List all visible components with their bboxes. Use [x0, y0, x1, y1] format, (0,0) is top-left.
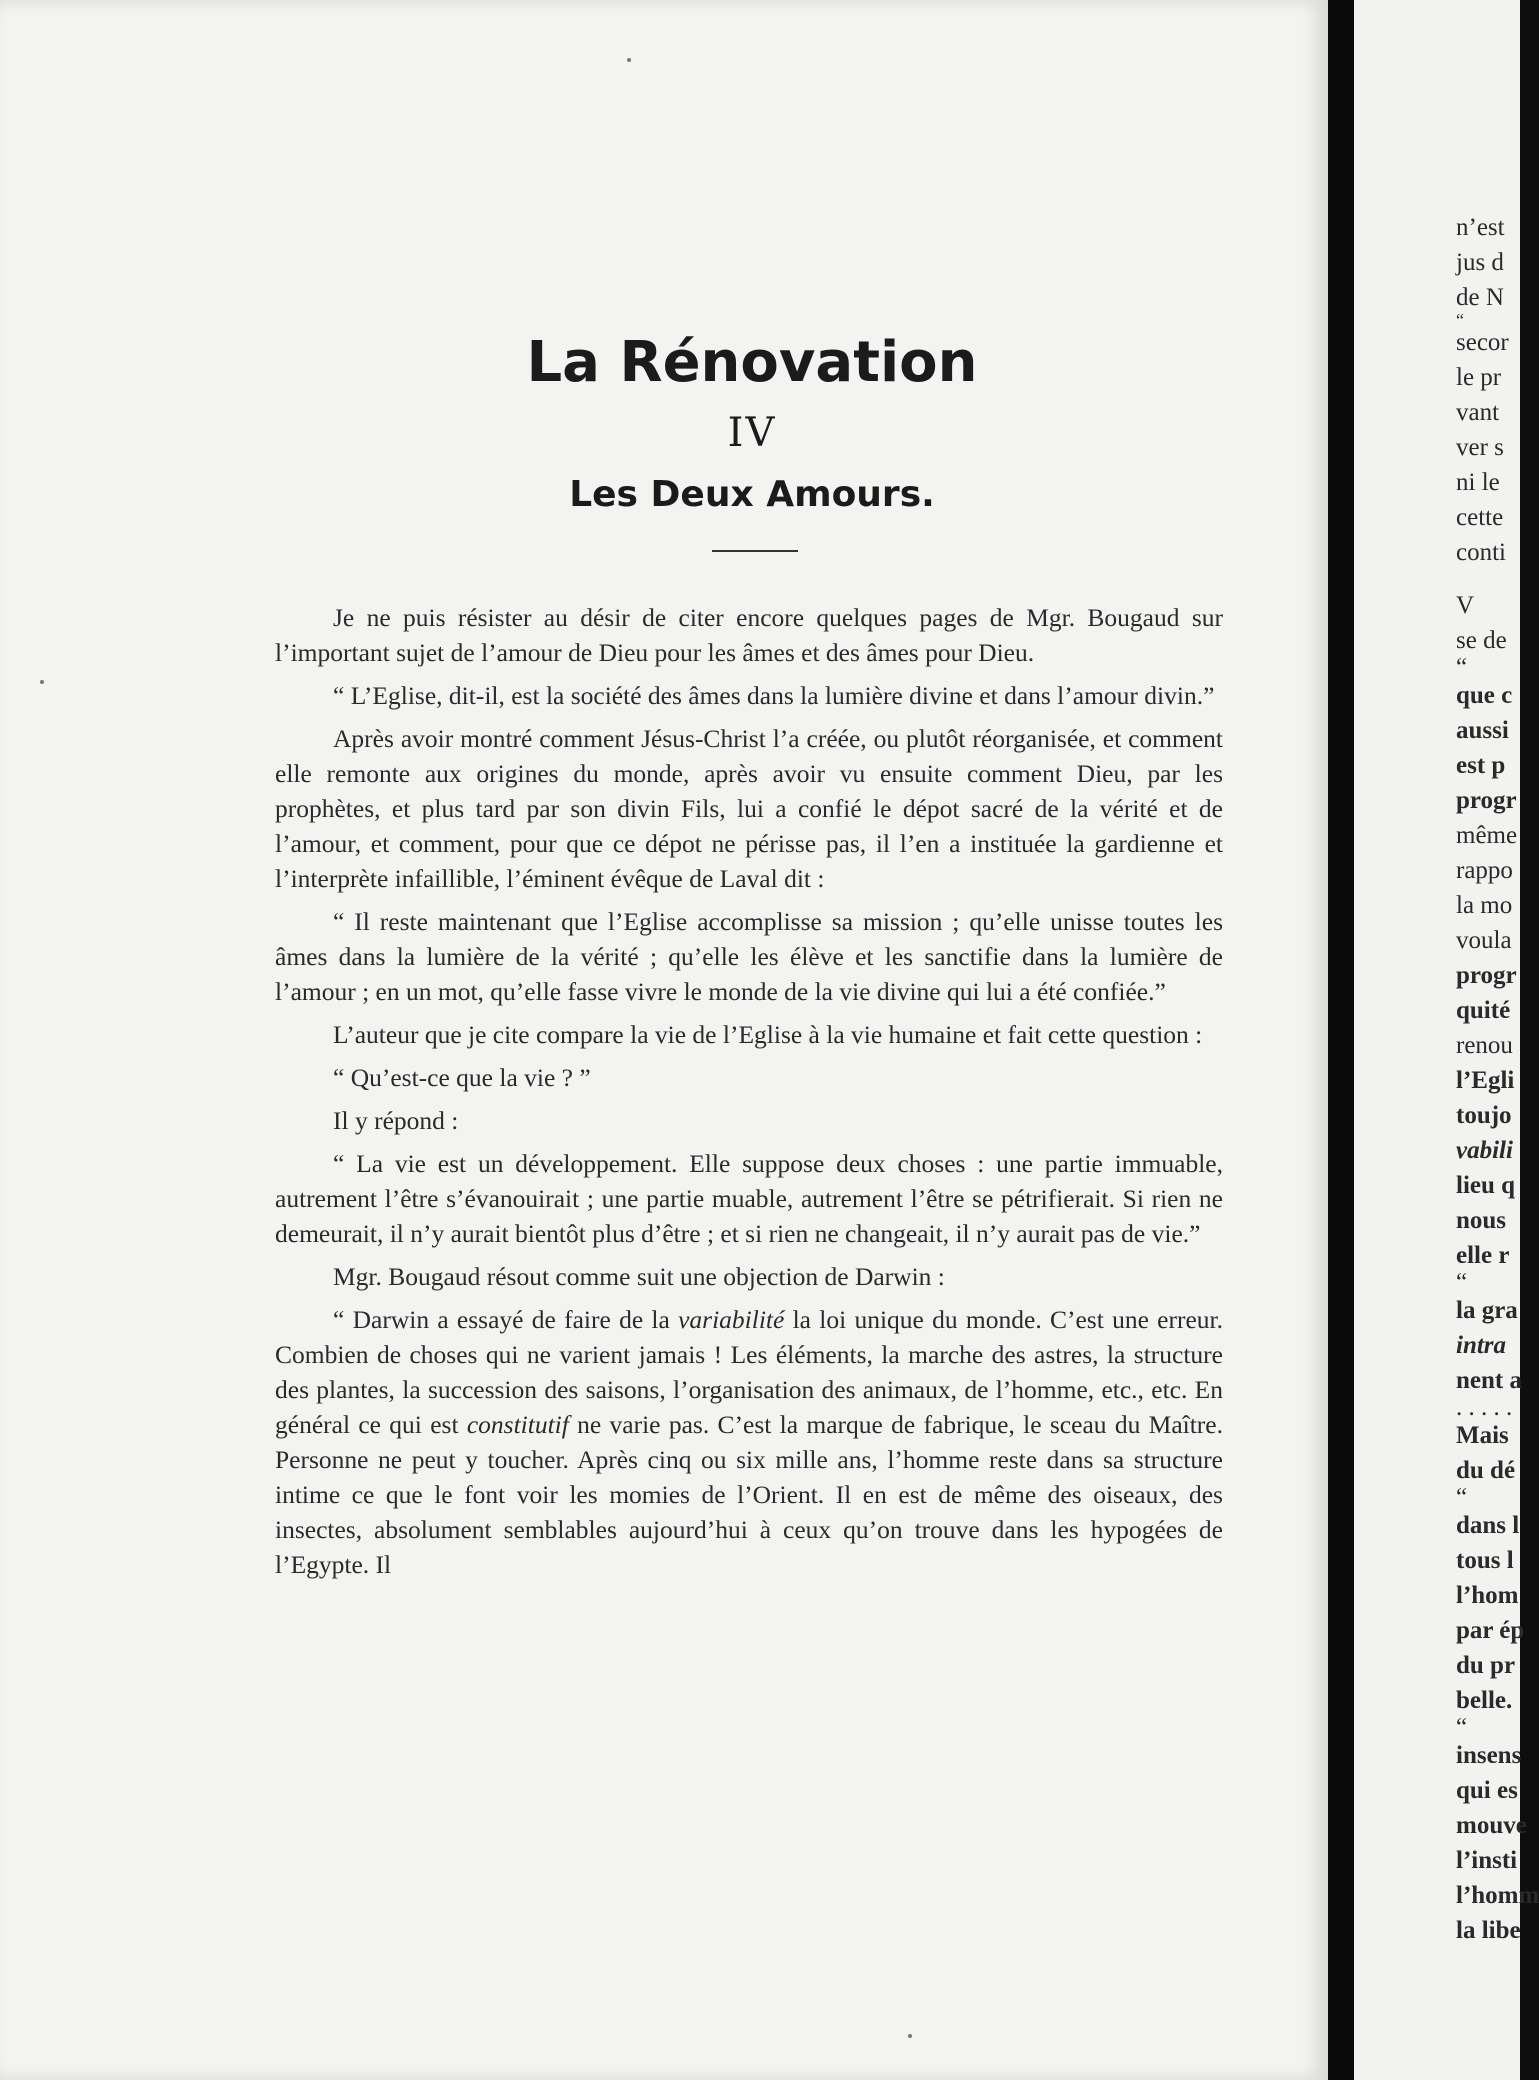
- right-line: la gra: [1456, 1297, 1518, 1324]
- right-line: vabili: [1456, 1137, 1513, 1164]
- right-line: l’homm: [1456, 1882, 1539, 1909]
- paper-speck: [40, 680, 44, 684]
- darwin-text-2: la loi unique du monde. C’est une erreur. Combien de choses qui ne varient jamais ! Les éléments, la marche des astres, la structure des plantes, la succession des saisons, l’organisation des animaux, de l’homme, etc., etc. En général ce qui est: [275, 1305, 1223, 1439]
- right-line: vant: [1456, 399, 1500, 426]
- right-line: “: [1456, 310, 1464, 330]
- right-line: conti: [1456, 539, 1506, 566]
- right-line: intra: [1456, 1332, 1507, 1359]
- paragraph-intro: Je ne puis résister au désir de citer encore quelques pages de Mgr. Bougaud sur l’important sujet de l’amour de Dieu pour les âmes et des âmes pour Dieu.: [275, 603, 1223, 667]
- darwin-text-3: ne varie pas. C’est la marque de fabrique, le sceau du Maître. Personne ne peut y toucher. Après cinq ou six mille ans, l’homme reste dans sa structure intime ce que le font voir les momies de l’Orient. Il en est de même des oiseaux, des insectes, absolument semblables aujourd’hui à ceux qu’on trouve dans les hypogées de l’Egypte. Il: [275, 1410, 1223, 1579]
- right-line: est p: [1456, 752, 1506, 779]
- right-line: progr: [1456, 787, 1517, 814]
- right-line: l’hom: [1456, 1582, 1519, 1609]
- right-page-text: [1456, 210, 1539, 1948]
- right-line: . . . . .: [1456, 1394, 1513, 1421]
- right-line: n’est: [1456, 214, 1505, 241]
- right-line: dans l: [1456, 1512, 1520, 1539]
- right-line: quité: [1456, 997, 1511, 1024]
- right-line: tous l: [1456, 1547, 1514, 1574]
- right-line: nous: [1456, 1207, 1507, 1234]
- right-line: jus d: [1456, 249, 1504, 276]
- paragraph-answer-intro: Il y répond :: [333, 1106, 459, 1135]
- paragraph-quote-eglise: “ L’Eglise, dit-il, est la société des âmes dans la lumière divine et dans l’amour divin.”: [333, 681, 1215, 710]
- darwin-italic-variabilite: variabilité: [678, 1305, 785, 1334]
- right-line: même: [1456, 822, 1518, 849]
- right-line: cette: [1456, 504, 1504, 531]
- right-line: du pr: [1456, 1652, 1516, 1679]
- paragraph-quote-mission: “ Il reste maintenant que l’Eglise accomplisse sa mission ; qu’elle unisse toutes les âmes dans la lumière de la vérité ; qu’elle les élève et les sanctifie dans la lumière de l’amour ; en un mot, qu’elle fasse vivre le monde de la vie divine qui lui a été confiée.”: [275, 907, 1223, 1006]
- right-line: se de: [1456, 627, 1507, 654]
- right-line: la mo: [1456, 892, 1513, 919]
- right-line: “: [1456, 1714, 1468, 1741]
- right-line: V: [1456, 592, 1475, 619]
- right-line: qui es: [1456, 1777, 1518, 1804]
- right-line: Mais: [1456, 1422, 1509, 1449]
- right-line: ni le: [1456, 469, 1500, 496]
- right-line: nent a: [1456, 1367, 1522, 1394]
- darwin-text-1: “ Darwin a essayé de faire de la: [333, 1305, 679, 1334]
- paper-speck: [627, 58, 631, 62]
- right-line: du dé: [1456, 1457, 1516, 1484]
- darwin-italic-constitutif: constitutif: [466, 1410, 569, 1439]
- right-line: “: [1456, 1484, 1468, 1511]
- right-line: aussi: [1456, 717, 1509, 744]
- right-line: l’Egli: [1456, 1067, 1515, 1094]
- right-line: par ép: [1456, 1617, 1525, 1644]
- right-line: secor: [1456, 329, 1509, 356]
- right-line: rappo: [1456, 857, 1513, 884]
- right-line: elle r: [1456, 1242, 1510, 1269]
- page-title: La Rénovation: [526, 330, 978, 395]
- body-text: [275, 600, 1223, 1590]
- right-line: “: [1456, 1269, 1468, 1296]
- paragraph-compare: L’auteur que je cite compare la vie de l’Eglise à la vie humaine et fait cette question :: [333, 1020, 1203, 1049]
- right-line: le pr: [1456, 364, 1502, 391]
- paper-speck: [908, 2034, 912, 2038]
- right-line: renou: [1456, 1032, 1513, 1059]
- right-line: voula: [1456, 927, 1512, 954]
- right-line: que c: [1456, 682, 1513, 709]
- title-rule: [712, 550, 798, 552]
- right-line: mouve: [1456, 1812, 1527, 1839]
- paragraph-context: Après avoir montré comment Jésus-Christ l’a créée, ou plutôt réorganisée, et comment elle remonte aux origines du monde, après avoir vu ensuite comment Dieu, par les prophètes, et plus tard par son divin Fils, lui a confié le dépot sacré de la vérité et de l’amour, et comment, pour que ce dépot ne périsse pas, il l’en a instituée la gardienne et l’interprète infaillible, l’éminent évêque de Laval dit :: [275, 724, 1223, 893]
- paragraph-question: “ Qu’est-ce que la vie ? ”: [333, 1063, 591, 1092]
- right-gap: [1456, 570, 1526, 588]
- paragraph-quote-darwin: [275, 1302, 1223, 1582]
- right-line: de N: [1456, 284, 1504, 311]
- paragraph-quote-vie: “ La vie est un développement. Elle suppose deux choses : une partie immuable, autrement l’être s’évanouirait ; une partie muable, autrement l’être se pétrifierait. Si rien ne demeurait, il n’y aurait bientôt plus d’être ; et si rien ne changeait, il n’y aurait pas de vie.”: [275, 1149, 1223, 1248]
- right-line: l’insti: [1456, 1847, 1518, 1874]
- right-line: ver s: [1456, 434, 1504, 461]
- right-line: progr: [1456, 962, 1517, 989]
- book-gutter: [1328, 0, 1354, 2080]
- right-line: la libe: [1456, 1917, 1521, 1944]
- right-line: lieu q: [1456, 1172, 1516, 1199]
- right-line: insens: [1456, 1742, 1522, 1769]
- right-line: belle.: [1456, 1687, 1513, 1714]
- chapter-subtitle: Les Deux Amours.: [569, 474, 935, 515]
- chapter-numeral: IV: [727, 410, 777, 456]
- right-line: “: [1456, 654, 1468, 681]
- paragraph-objection: Mgr. Bougaud résout comme suit une objection de Darwin :: [333, 1262, 945, 1291]
- right-line: toujo: [1456, 1102, 1512, 1129]
